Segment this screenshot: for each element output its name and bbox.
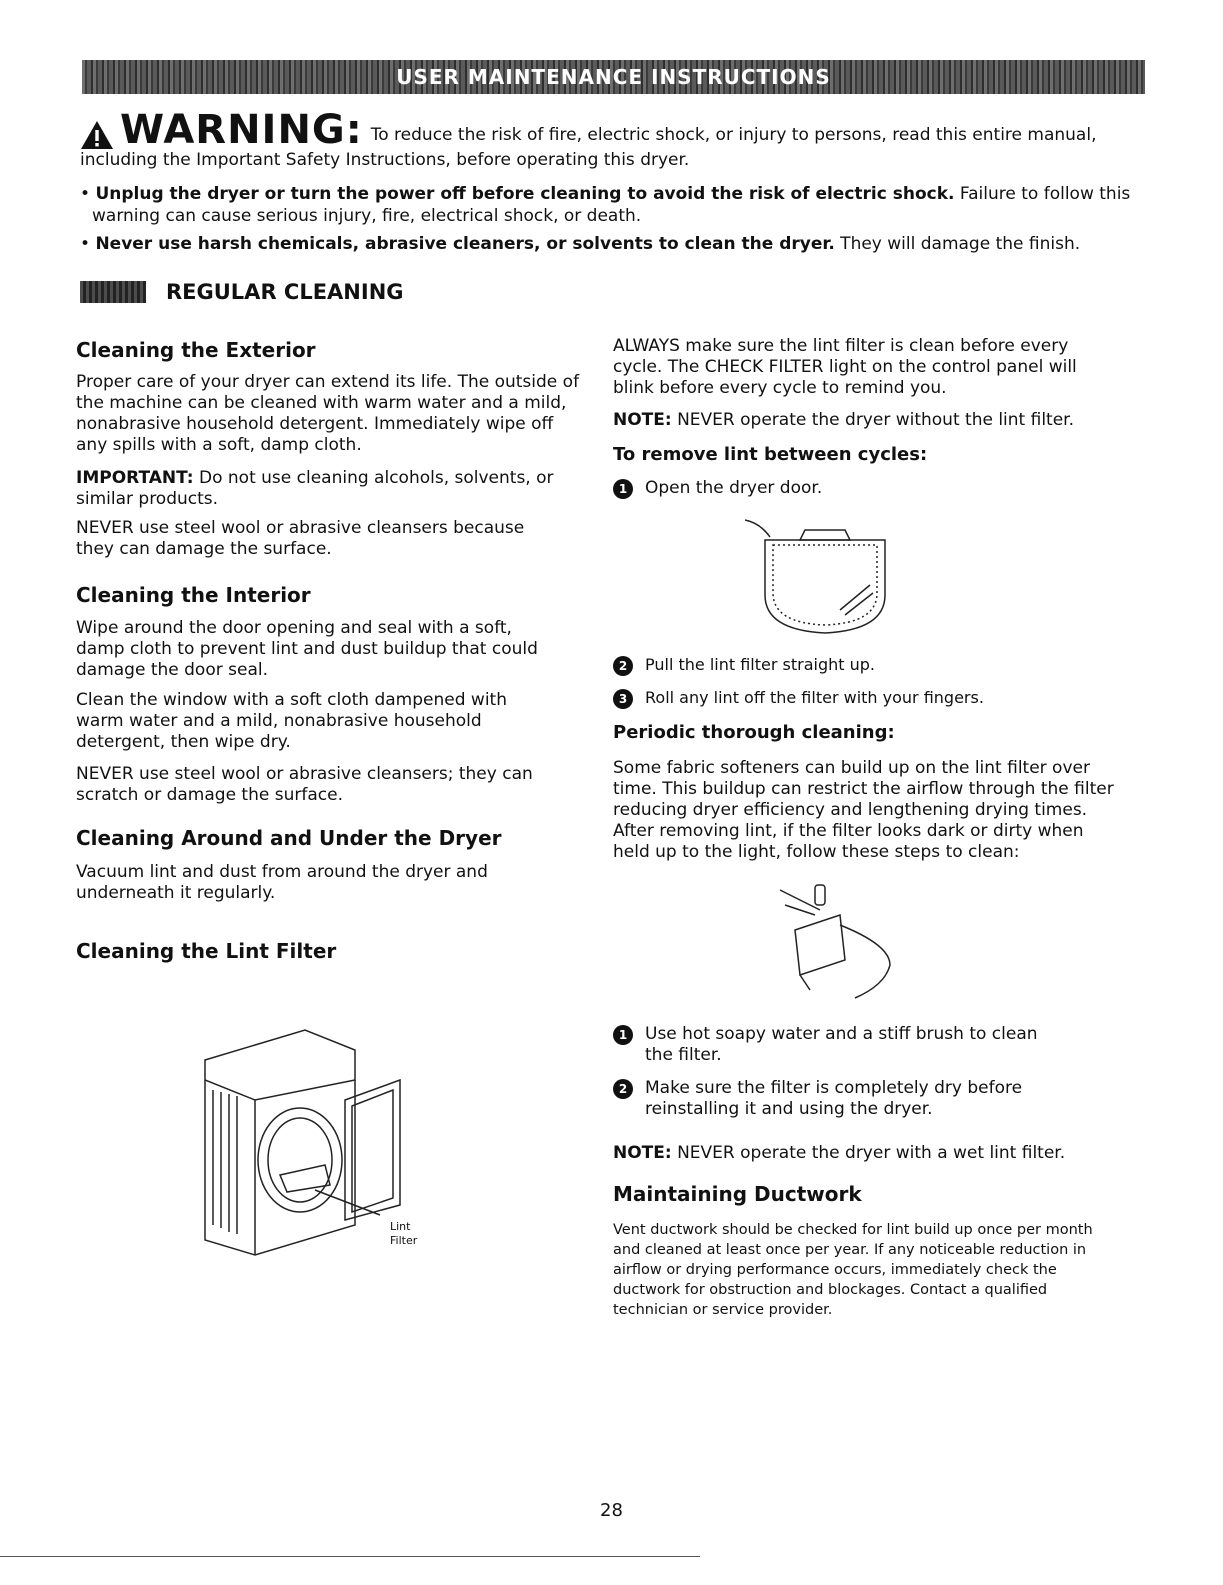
remove-step-2 xyxy=(613,655,875,676)
note-text: NEVER operate the dryer without the lint filter. xyxy=(671,410,1075,430)
interior-paragraph-1: Wipe around the door opening and seal with a soft, damp cloth to prevent lint and dust buildup that could damage the door seal. xyxy=(76,618,538,680)
lint-filter-callout xyxy=(390,1220,450,1248)
bullet-text: They will damage the finish. xyxy=(834,234,1081,254)
lint-filter-heading: Cleaning the Lint Filter xyxy=(76,939,337,963)
callout-line-1: Lint xyxy=(390,1220,411,1233)
remove-lint-heading: To remove lint between cycles: xyxy=(613,444,928,465)
bullet-bold: Never use harsh chemicals, abrasive cleaners, or solvents to clean the dryer. xyxy=(95,234,835,254)
bullet-text-cont: warning can cause serious injury, fire, electrical shock, or death. xyxy=(92,206,642,226)
periodic-step-1 xyxy=(613,1024,1053,1066)
note-label: NOTE: xyxy=(613,410,672,430)
note-text: NEVER operate the dryer with a wet lint filter. xyxy=(671,1143,1066,1163)
exterior-heading: Cleaning the Exterior xyxy=(76,338,316,362)
step-text: Use hot soapy water and a stiff brush to clean the filter. xyxy=(645,1024,1038,1065)
bullet-bold: Unplug the dryer or turn the power off before cleaning to avoid the risk of electric shock. xyxy=(95,184,955,204)
step-number: 3 xyxy=(613,689,633,709)
step-number: 1 xyxy=(613,479,633,499)
page-number: 28 xyxy=(600,1500,623,1521)
step-text: Make sure the filter is completely dry before reinstalling it and using the dryer. xyxy=(645,1078,1023,1119)
step-text: Open the dryer door. xyxy=(645,478,823,498)
around-heading: Cleaning Around and Under the Dryer xyxy=(76,826,502,850)
header-banner: USER MAINTENANCE INSTRUCTIONS xyxy=(82,60,1145,94)
important-text: Do not use cleaning alcohols, solvents, or similar products. xyxy=(76,468,554,509)
ductwork-paragraph: Vent ductwork should be checked for lint build up once per month and cleaned at least once per year. If any noticeable reduction in airflow or drying performance occurs, immediately check the ductwork for obstruction and blockages. Contact a qualified technician or service provider. xyxy=(613,1222,1093,1318)
lint-filter-illustration xyxy=(745,515,895,640)
ductwork-heading: Maintaining Ductwork xyxy=(613,1182,862,1206)
around-paragraph: Vacuum lint and dust from around the dryer and underneath it regularly. xyxy=(76,862,488,903)
section-title: REGULAR CLEANING xyxy=(166,280,404,304)
important-label: IMPORTANT: xyxy=(76,468,194,488)
periodic-heading: Periodic thorough cleaning: xyxy=(613,722,895,743)
bullet-text: Failure to follow this xyxy=(954,184,1131,204)
warning-bullet-chemicals: • Never use harsh chemicals, abrasive cleaners, or solvents to clean the dryer. They will damage the finish. xyxy=(80,234,1081,254)
left-column xyxy=(76,0,586,1585)
exterior-paragraph: Proper care of your dryer can extend its life. The outside of the machine can be cleaned with warm water and a mild, nonabrasive household detergent. Immediately wipe off any spills with a soft, damp cloth. xyxy=(76,372,580,455)
remove-step-1 xyxy=(613,478,822,499)
brush-cleaning-illustration xyxy=(760,880,910,1000)
note-label: NOTE: xyxy=(613,1143,672,1163)
step-number: 2 xyxy=(613,1079,633,1099)
lint-intro-paragraph: ALWAYS make sure the lint filter is clean before every cycle. The CHECK FILTER light on the control panel will blink before every cycle to remind you. xyxy=(613,336,1077,398)
periodic-step-2 xyxy=(613,1078,1063,1120)
interior-heading: Cleaning the Interior xyxy=(76,583,311,607)
periodic-paragraph: Some fabric softeners can build up on the lint filter over time. This buildup can restrict the airflow through the filter reducing dryer efficiency and lengthening drying times. After removing lint, if the filter looks dark or dirty when held up to the light, follow these steps to clean: xyxy=(613,758,1114,862)
exterior-never-paragraph: NEVER use steel wool or abrasive cleansers because they can damage the surface. xyxy=(76,518,525,559)
remove-step-3 xyxy=(613,688,984,709)
warning-text-cont: including the Important Safety Instructions, before operating this dryer. xyxy=(80,150,690,170)
callout-line-2: Filter xyxy=(390,1234,418,1247)
warning-bullet-unplug: • Unplug the dryer or turn the power off before cleaning to avoid the risk of electric shock. Failure to follow this warning can cause serious injury, fire, electrical shock, or death. xyxy=(80,184,1131,226)
warning-text: To reduce the risk of fire, electric shock, or injury to persons, read this entire manual, xyxy=(370,125,1097,145)
important-paragraph xyxy=(76,468,576,510)
step-text: Pull the lint filter straight up. xyxy=(645,655,875,674)
step-number: 1 xyxy=(613,1025,633,1045)
note-2 xyxy=(613,1143,1113,1164)
interior-paragraph-2: Clean the window with a soft cloth dampened with warm water and a mild, nonabrasive household detergent, then wipe dry. xyxy=(76,690,507,752)
bottom-rule xyxy=(0,1556,700,1557)
step-number: 2 xyxy=(613,656,633,676)
step-text: Roll any lint off the filter with your fingers. xyxy=(645,688,984,707)
warning-title: WARNING: xyxy=(120,107,363,153)
interior-paragraph-3: NEVER use steel wool or abrasive cleansers; they can scratch or damage the surface. xyxy=(76,764,533,805)
note-1 xyxy=(613,410,1113,431)
